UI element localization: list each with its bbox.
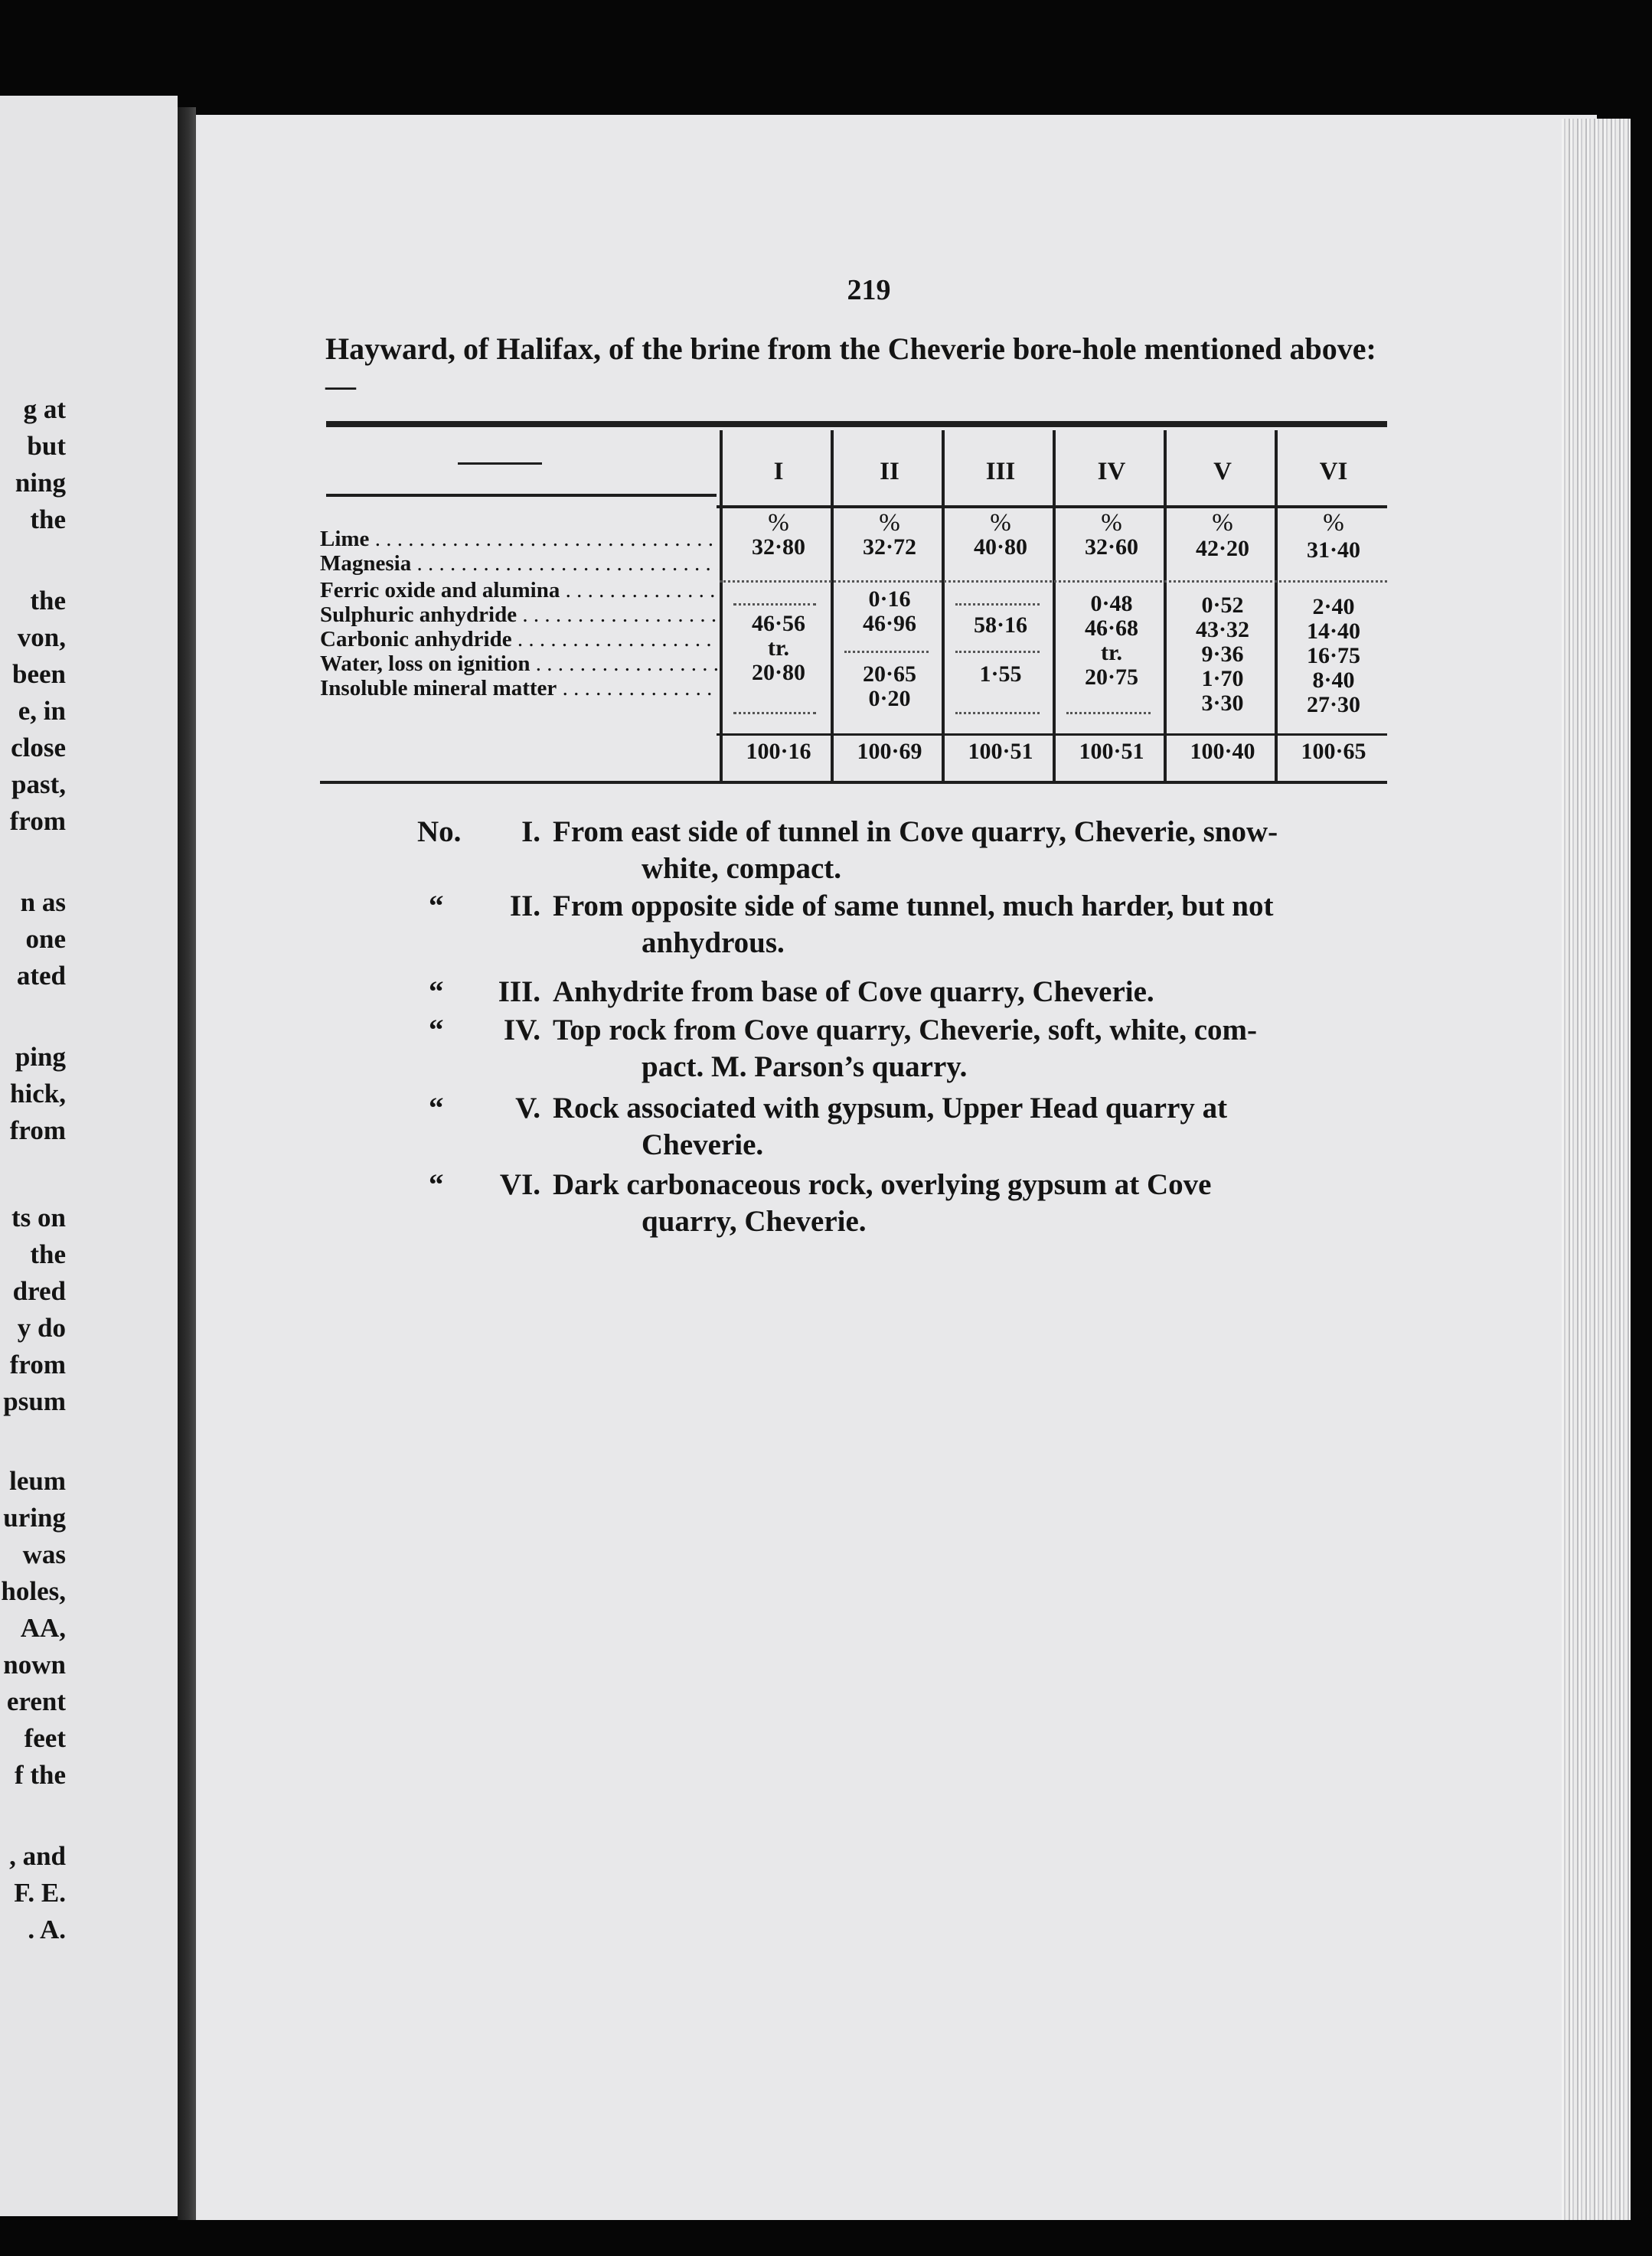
- column-header: VI: [1319, 458, 1348, 485]
- column-total: 100·51: [968, 739, 1033, 764]
- column-header: III: [985, 458, 1016, 485]
- left-page-fragment: y do: [17, 1313, 66, 1343]
- table-cell: 32·72: [862, 534, 916, 560]
- note-line: Top rock from Cove quarry, Cheverie, soft, white, com-: [553, 1014, 1257, 1046]
- page-number: 219: [847, 274, 891, 306]
- note-number: III.: [498, 975, 540, 1008]
- left-page-fragment: been: [12, 659, 66, 689]
- note-line: pact. M. Parson’s quarry.: [642, 1050, 968, 1083]
- note-mark: “: [429, 1092, 444, 1125]
- empty-cell-leader: [955, 651, 1040, 653]
- column-header: I: [773, 458, 784, 485]
- left-page-fragment: von,: [17, 622, 66, 652]
- note-line: Dark carbonaceous rock, overlying gypsum at Cove: [553, 1168, 1212, 1201]
- percent-sign: %: [1323, 509, 1344, 537]
- stub-head-dash: [458, 462, 542, 465]
- note-line: Cheverie.: [642, 1128, 764, 1161]
- left-page-fragment: ning: [15, 468, 66, 498]
- left-page-fragment: uring: [3, 1503, 66, 1533]
- left-page-fragment: ated: [16, 961, 66, 991]
- left-page-fragment: the: [30, 504, 66, 534]
- empty-cell-leader: [844, 651, 929, 653]
- note-mark: No.: [417, 815, 462, 848]
- book-gutter: [178, 107, 196, 2220]
- magnesia-leader: [720, 580, 1387, 583]
- totals-rule: [717, 733, 1387, 736]
- note-line: white, compact.: [642, 852, 842, 885]
- table-cell: 9·36: [1201, 642, 1244, 667]
- note-line: quarry, Cheverie.: [642, 1205, 867, 1238]
- table-top-rule: [326, 421, 1387, 427]
- note-line: Anhydrite from base of Cove quarry, Cheverie.: [553, 975, 1154, 1008]
- column-header: IV: [1097, 458, 1126, 485]
- left-page-fragment: one: [25, 924, 66, 954]
- left-page-fragment: ts on: [11, 1203, 66, 1232]
- table-bottom-rule: [320, 781, 1387, 784]
- table-cell: 32·60: [1084, 534, 1138, 560]
- note-number: V.: [515, 1092, 540, 1125]
- table-cell: 46·56: [751, 611, 805, 636]
- table-cell: 3·30: [1201, 691, 1244, 716]
- table-cell: 14·40: [1306, 619, 1360, 644]
- percent-sign: %: [990, 509, 1011, 537]
- empty-cell-leader: [955, 712, 1040, 714]
- column-header: II: [880, 458, 899, 485]
- table-cell: 31·40: [1306, 537, 1360, 563]
- percent-sign: %: [1212, 509, 1233, 537]
- note-mark: “: [429, 890, 444, 922]
- row-label: Carbonic anhydride . . .: [320, 628, 718, 651]
- column-total: 100·51: [1079, 739, 1144, 764]
- left-page-fragment: . A.: [28, 1915, 66, 1944]
- table-cell: 27·30: [1306, 692, 1360, 717]
- table-cell: 46·68: [1084, 615, 1138, 641]
- table-cell: 0·16: [868, 586, 911, 612]
- table-cell: 16·75: [1306, 643, 1360, 668]
- note-number: VI.: [499, 1168, 540, 1201]
- table-cell: 20·75: [1084, 664, 1138, 690]
- page-edges: [1562, 119, 1631, 2220]
- note-mark: “: [429, 975, 444, 1008]
- column-header: V: [1213, 458, 1232, 485]
- table-cell: 8·40: [1312, 668, 1355, 693]
- left-page-fragment: leum: [9, 1466, 66, 1496]
- note-mark: “: [429, 1168, 444, 1201]
- table-cell: tr.: [1100, 640, 1123, 665]
- left-page: [0, 96, 178, 2216]
- column-total: 100·16: [746, 739, 811, 764]
- left-page-fragment: F. E.: [14, 1878, 66, 1908]
- note-line: From east side of tunnel in Cove quarry, Cheverie, snow-: [553, 815, 1278, 848]
- left-page-fragment: g at: [23, 394, 66, 424]
- empty-cell-leader: [1066, 712, 1151, 714]
- left-page-fragment: close: [11, 733, 66, 762]
- row-label: Magnesia . . .: [320, 553, 718, 575]
- left-page-fragment: ping: [15, 1042, 66, 1072]
- table-cell: 0·20: [868, 686, 911, 711]
- note-line: anhydrous.: [642, 926, 785, 959]
- left-page-fragment: from: [9, 1350, 66, 1379]
- note-number: I.: [521, 815, 540, 848]
- table-cell: 20·65: [862, 661, 916, 687]
- row-label: Ferric oxide and alumina . . .: [320, 580, 718, 602]
- stub-header-rule: [326, 494, 717, 497]
- percent-sign: %: [879, 509, 900, 537]
- left-page-fragment: AA,: [20, 1613, 66, 1643]
- table-cell: 42·20: [1195, 536, 1249, 561]
- left-page-fragment: dred: [12, 1276, 66, 1306]
- left-page-fragment: f the: [14, 1760, 66, 1790]
- left-page-fragment: e, in: [18, 696, 66, 726]
- note-number: II.: [509, 890, 540, 922]
- row-label: Lime . . .: [320, 528, 718, 550]
- note-line: Rock associated with gypsum, Upper Head quarry at: [553, 1092, 1228, 1125]
- table-header-rule: [717, 505, 1387, 508]
- empty-cell-leader: [733, 712, 816, 714]
- left-page-fragment: n as: [20, 887, 66, 917]
- left-page-fragment: erent: [6, 1686, 66, 1716]
- table-cell: 0·48: [1090, 591, 1133, 616]
- left-page-fragment: nown: [3, 1650, 66, 1680]
- left-page-fragment: hick,: [10, 1079, 66, 1108]
- table-cell: 0·52: [1201, 593, 1244, 618]
- column-total: 100·40: [1190, 739, 1255, 764]
- left-page-fragment: but: [27, 431, 66, 461]
- table-cell: 46·96: [862, 611, 916, 636]
- empty-cell-leader: [733, 603, 816, 606]
- table-cell: 1·70: [1201, 666, 1244, 691]
- row-label: Water, loss on ignition . . .: [320, 653, 718, 675]
- table-cell: 32·80: [751, 534, 805, 560]
- empty-cell-leader: [955, 603, 1040, 606]
- table-cell: 1·55: [979, 661, 1022, 687]
- left-page-fragment: holes,: [1, 1576, 66, 1606]
- left-page-fragment: from: [9, 1115, 66, 1145]
- intro-text: Hayward, of Halifax, of the brine from the Cheverie bore-hole mentioned above:—: [325, 331, 1376, 403]
- table-cell: 43·32: [1195, 617, 1249, 642]
- left-page-fragment: from: [9, 806, 66, 836]
- column-total: 100·69: [857, 739, 922, 764]
- table-cell: tr.: [767, 635, 790, 661]
- left-page-fragment: the: [30, 1239, 66, 1269]
- left-page-fragment: psum: [3, 1386, 66, 1416]
- note-line: From opposite side of same tunnel, much harder, but not: [553, 890, 1274, 922]
- row-label: Insoluble mineral matter . . .: [320, 677, 718, 700]
- left-page-fragment: past,: [11, 769, 66, 799]
- note-number: IV.: [503, 1014, 540, 1046]
- left-page-fragment: the: [30, 586, 66, 615]
- percent-sign: %: [768, 509, 789, 537]
- table-cell: 58·16: [973, 612, 1027, 638]
- left-page-fragment: , and: [9, 1841, 66, 1871]
- percent-sign: %: [1101, 509, 1122, 537]
- left-page-fragment: feet: [24, 1723, 66, 1753]
- row-label: Sulphuric anhydride . . .: [320, 604, 718, 626]
- table-cell: 40·80: [973, 534, 1027, 560]
- table-cell: 2·40: [1312, 594, 1355, 619]
- note-mark: “: [429, 1014, 444, 1046]
- left-page-fragment: was: [22, 1539, 66, 1569]
- column-total: 100·65: [1301, 739, 1366, 764]
- table-cell: 20·80: [751, 660, 805, 685]
